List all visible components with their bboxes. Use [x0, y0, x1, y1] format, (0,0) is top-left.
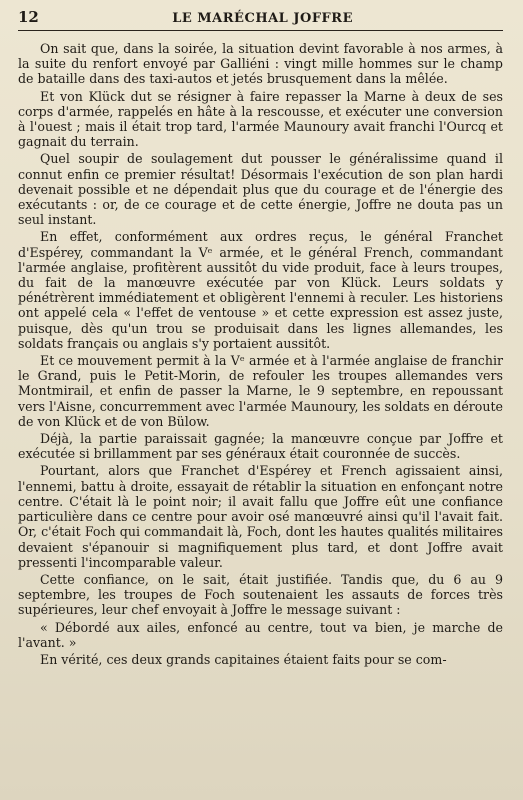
- paragraph: Quel soupir de soulagement dut pousser le généralissime quand il connut enfin ce premier résultat! Désormais l'exécution de son plan hardi devenait possible et ne dépendait plus que du courage et de l'énergie des exécutants : or, de ce courage et de cette énergie, Joffre ne douta pas un seul instant.: [18, 151, 503, 228]
- page-number: 12: [18, 8, 39, 26]
- paragraph: Et von Klück dut se résigner à faire repasser la Marne à deux de ses corps d'armée, rappelés en hâte à la rescousse, et exécuter une conversion à l'ouest ; mais il était trop tard, l'armée Maunoury avait franchi l'Ourcq et gagnait du terrain.: [18, 88, 503, 150]
- page-header: [18, 8, 503, 31]
- running-title: LE MARÉCHAL JOFFRE: [172, 11, 353, 26]
- paragraph: Cette confiance, on le sait, était justifiée. Tandis que, du 6 au 9 septembre, les troupes de Foch soutenaient les assauts de forces très supérieures, leur chef envoyait à Joffre le message suivant :: [18, 571, 503, 618]
- paragraph: On sait que, dans la soirée, la situation devint favorable à nos armes, à la suite du renfort envoyé par Galliéni : vingt mille hommes sur le champ de bataille dans des taxi-autos et jetés brusquement dans la mêlée.: [18, 41, 503, 87]
- body-text: [18, 41, 503, 667]
- paragraph: Déjà, la partie paraissait gagnée; la manœuvre conçue par Joffre et exécutée si brillamment par ses généraux était couronnée de succès.: [18, 431, 503, 462]
- paragraph: Pourtant, alors que Franchet d'Espérey et French agissaient ainsi, l'ennemi, battu à droite, essayait de rétablir la situation en enfonçant notre centre. C'était là le point noir; il avait fallu que Joffre eût une confiance particulière dans ce centre pour avoir osé manœuvré ainsi qu'il l'avait fait. Or, c'était Foch qui commandait là, Foch, dont les hautes qualités militaires devaient s'épanouir si magnifiquement plus tard, et dont Joffre avait pressenti l'incomparable valeur.: [18, 463, 503, 570]
- paragraph: En vérité, ces deux grands capitaines étaient faits pour se com-: [40, 651, 447, 667]
- paragraph: Et ce mouvement permit à la Vᵉ armée et à l'armée anglaise de franchir le Grand, puis le Petit-Morin, de refouler les troupes allemandes vers Montmirail, et enfin de passer la Marne, le 9 septembre, en repoussant vers l'Aisne, concurremment avec l'armée Maunoury, les soldats en déroute de von Klück et de von Bülow.: [18, 353, 503, 429]
- paragraph: En effet, conformément aux ordres reçus, le général Franchet d'Espérey, commandant la Vᵉ armée, et le général French, commandant l'armée anglaise, profitèrent aussitôt du vide produit, face à leurs troupes, du fait de la manœuvre exécutée par von Klück. Leurs soldats y pénétrèrent immédiatement et obligèrent l'ennemi à reculer. Les historiens ont appelé cela « l'effet de ventouse » et cette expression est assez juste, puisque, dès qu'un trou se produisait dans les lignes allemandes, les soldats français ou anglais s'y portaient aussitôt.: [18, 229, 503, 351]
- quoted-message: « Débordé aux ailes, enfoncé au centre, tout va bien, je marche de l'avant. »: [18, 619, 503, 650]
